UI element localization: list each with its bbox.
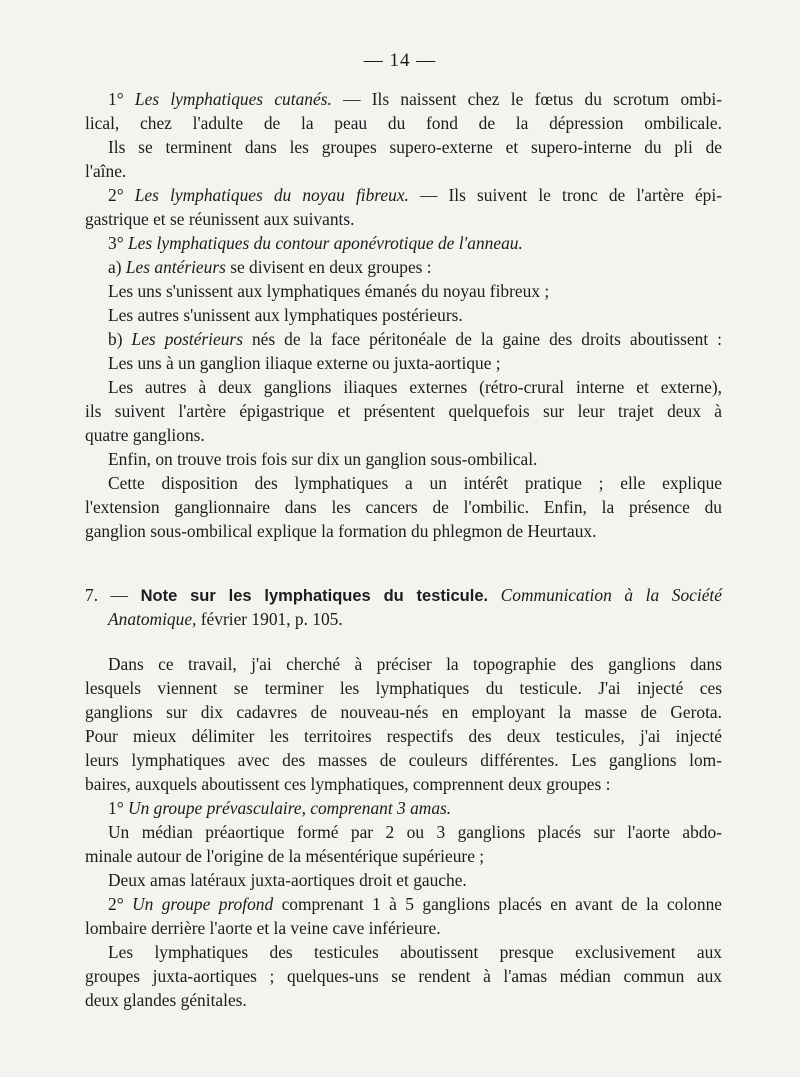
text-line: Dans ce travail, j'ai cherché à préciser la topographie des ganglions dans xyxy=(108,654,722,674)
text-line: quatre ganglions. xyxy=(85,425,205,445)
page-number: — 14 — xyxy=(363,50,437,71)
group1-heading: 1° Un groupe prévasculaire, comprenant 3 amas. xyxy=(108,798,452,818)
text-line: Cette disposition des lymphatiques a un intérêt pratique ; elle explique xyxy=(108,473,722,493)
text-line: Pour mieux délimiter les territoires respectifs des deux testicules, j'ai injecté xyxy=(85,726,722,746)
item1-line1: 1° Les lymphatiques cutanés. — Ils naissent chez le fœtus du scrotum ombi- xyxy=(108,89,722,109)
text-line: lical, chez l'adulte de la peau du fond de la dépression ombilicale. xyxy=(85,113,722,133)
text-line: minale autour de l'origine de la mésentérique supérieure ; xyxy=(85,846,485,866)
subitem-a: a) Les antérieurs se divisent en deux groupes : xyxy=(108,257,432,277)
section-reference: Anatomique, février 1901, p. 105. xyxy=(108,609,343,629)
text-line: lesquels viennent se terminer les lymphatiques du testicule. J'ai injecté ces xyxy=(85,678,722,698)
text-line: Un médian préaortique formé par 2 ou 3 ganglions placés sur l'aorte abdo- xyxy=(108,822,722,842)
text-line: Les uns s'unissent aux lymphatiques émanés du noyau fibreux ; xyxy=(108,281,550,301)
text-line: ganglions sur dix cadavres de nouveau-nés en employant la masse de Gerota. xyxy=(85,702,722,722)
text-line: Les autres à deux ganglions iliaques externes (rétro-crural interne et externe), xyxy=(108,377,722,397)
text-line: ganglion sous-ombilical explique la formation du phlegmon de Heurtaux. xyxy=(85,521,597,541)
text-line: Les autres s'unissent aux lymphatiques postérieurs. xyxy=(108,305,463,325)
text-line: l'extension ganglionnaire dans les cancers de l'ombilic. Enfin, la présence du xyxy=(85,497,722,517)
text-line: ils suivent l'artère épigastrique et présentent quelquefois sur leur trajet deux à xyxy=(85,401,722,421)
text-line: gastrique et se réunissent aux suivants. xyxy=(85,209,355,229)
text-line: baires, auxquels aboutissent ces lymphatiques, comprennent deux groupes : xyxy=(85,774,611,794)
item2-title: Les lymphatiques du noyau fibreux. xyxy=(134,185,409,205)
text-line: leurs lymphatiques avec des masses de couleurs différentes. Les ganglions lom- xyxy=(85,750,722,770)
text-line: groupes juxta-aortiques ; quelques-uns se rendent à l'amas médian commun aux xyxy=(85,966,722,986)
group2-heading: 2° Un groupe profond comprenant 1 à 5 ganglions placés en avant de la colonne xyxy=(108,894,722,914)
text-line: deux glandes génitales. xyxy=(85,990,247,1010)
text-line: Les uns à un ganglion iliaque externe ou juxta-aortique ; xyxy=(108,353,501,373)
text-line: l'aîne. xyxy=(85,161,127,181)
item3-line: 3° Les lymphatiques du contour aponévrotique de l'anneau. xyxy=(108,233,523,253)
text-line: Enfin, on trouve trois fois sur dix un ganglion sous-ombilical. xyxy=(108,449,538,469)
text-line: Les lymphatiques des testicules aboutissent presque exclusivement aux xyxy=(108,942,722,962)
section-heading: 7. — Note sur les lymphatiques du testicule. Communication à la Société xyxy=(85,585,722,605)
item2-line1: 2° Les lymphatiques du noyau fibreux. — Ils suivent le tronc de l'artère épi- xyxy=(108,185,722,205)
text-line: lombaire derrière l'aorte et la veine cave inférieure. xyxy=(85,918,441,938)
text-line: Deux amas latéraux juxta-aortiques droit et gauche. xyxy=(108,870,467,890)
text-line: Ils se terminent dans les groupes supero-externe et supero-interne du pli de xyxy=(108,137,722,157)
subitem-b: b) Les postérieurs nés de la face péritonéale de la gaine des droits aboutissent : xyxy=(108,329,723,349)
item3-title: Les lymphatiques du contour aponévrotique de l'anneau. xyxy=(128,233,523,253)
item1-title: Les lymphatiques cutanés. xyxy=(134,89,332,109)
section-title: Note sur les lymphatiques du testicule. xyxy=(140,587,489,605)
